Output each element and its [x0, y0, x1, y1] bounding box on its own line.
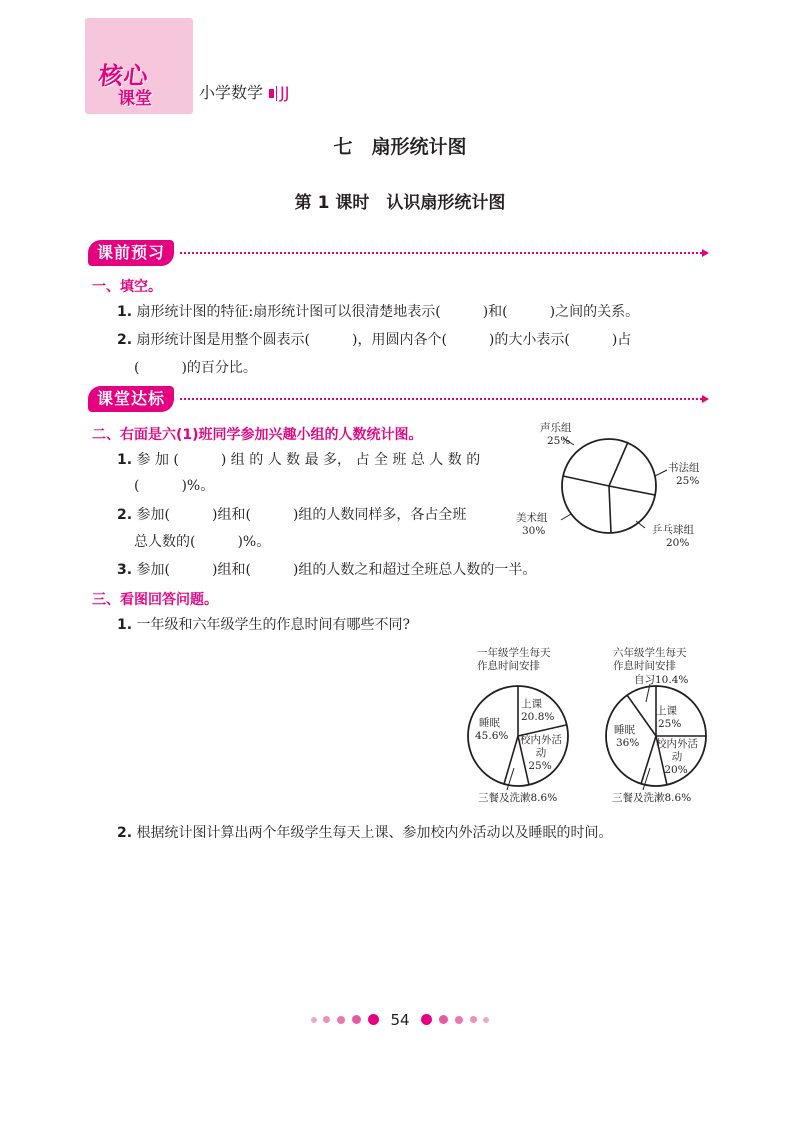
slice-name: 声乐组: [540, 422, 572, 434]
decor-dot: [421, 1014, 432, 1025]
question-number: 1.: [117, 304, 133, 320]
section-heading-interest-groups: 二、右面是六(1)班同学参加兴趣小组的人数统计图。: [92, 427, 423, 443]
question-text: 参加( )组和( )组的人数同样多，各占全班: [136, 507, 467, 523]
section-heading-read-charts: 三、看图回答问题。: [92, 592, 218, 608]
slice-name: 上课: [656, 705, 677, 717]
decor-dot: [337, 1016, 345, 1024]
slice-value: 30%: [522, 525, 546, 537]
chart-title-line: 一年级学生每天: [477, 647, 551, 659]
decor-dot: [470, 1016, 477, 1023]
question-2: [117, 331, 631, 349]
grade1-label-activities: [517, 734, 563, 773]
arrow-icon: [702, 249, 709, 257]
question-text: 扇形统计图的特征:扇形统计图可以很清楚地表示( )和( )之间的关系。: [136, 304, 640, 320]
question-number: 2.: [117, 507, 133, 523]
chart-title-line: 作息时间安排: [477, 660, 540, 672]
arrow-icon: [702, 395, 709, 403]
decor-dot: [368, 1014, 379, 1025]
question-2-continued: 总人数的( )%。: [134, 534, 271, 550]
grade1-label-class: [521, 698, 554, 724]
slice-name: 睡眠: [614, 724, 635, 736]
problem-2: [117, 824, 613, 842]
question-2: [117, 506, 466, 524]
grade6-chart-title: [613, 647, 687, 673]
banner-preview: 课前预习: [88, 240, 174, 266]
question-text: 一年级和六年级学生的作息时间有哪些不同?: [136, 617, 411, 633]
brand-logo: [85, 18, 193, 114]
slice-value: 25%: [676, 475, 700, 487]
slice-name: 校内外活动: [520, 734, 562, 759]
question-number: 2.: [117, 825, 133, 841]
grade1-label-meals: [478, 792, 557, 805]
grade6-label-meals: [612, 792, 691, 805]
question-1-continued: ( )%。: [134, 478, 215, 494]
question-1: [117, 303, 639, 321]
slice-value: 8.6%: [530, 792, 558, 804]
question-number: 3.: [117, 562, 133, 578]
question-text: 扇形统计图是用整个圆表示( )，用圆内各个( )的大小表示( )占: [136, 332, 632, 348]
banner-dotted-rule: [180, 252, 702, 254]
lesson-title: 第 1 课时 认识扇形统计图: [294, 193, 506, 213]
slice-divider: [609, 486, 655, 495]
slice-name: 睡眠: [479, 717, 500, 729]
slice-name: 乒乓球组: [652, 524, 694, 536]
decor-dot: [483, 1017, 489, 1023]
grade6-label-sleep: [614, 724, 639, 750]
slice-value: 20%: [664, 764, 688, 776]
decor-dot: [455, 1016, 463, 1024]
section-heading-fill: 一、填空。: [92, 279, 162, 295]
leader-line: [655, 470, 667, 476]
problem-1: [117, 616, 410, 634]
slice-name: 校内外活动: [656, 738, 698, 763]
edition-name: JJ: [280, 83, 290, 102]
slice-value: 25%: [547, 435, 571, 447]
page-footer: [0, 1010, 800, 1029]
subject-name: 小学数学: [199, 83, 264, 102]
decor-dot: [311, 1017, 317, 1023]
subject-divider: [269, 89, 274, 98]
grade1-label-sleep: [475, 717, 508, 743]
slice-value: 25%: [658, 718, 682, 730]
question-text: 参 加 ( ) 组 的 人 数 最 多， 占 全 班 总 人 数 的: [136, 452, 481, 468]
slice-value: 20%: [666, 537, 690, 549]
slice-value: 8.6%: [664, 792, 692, 804]
slice-name: 书法组: [668, 462, 700, 474]
question-3: [117, 561, 536, 579]
slice-name: 三餐及洗漱: [612, 792, 665, 804]
banner-class-practice: 课堂达标: [88, 386, 174, 412]
question-1: [117, 451, 480, 469]
decor-dot: [439, 1015, 448, 1024]
slice-divider: [563, 476, 609, 486]
grade6-label-class: [656, 705, 681, 731]
slice-divider: [609, 442, 628, 486]
slice-name: 三餐及洗漱: [478, 792, 531, 804]
slice-value: 25%: [528, 760, 552, 772]
question-number: 2.: [117, 332, 133, 348]
pie-label-table-tennis: [652, 524, 694, 550]
page-number: 54: [390, 1010, 410, 1029]
chapter-title: 七 扇形统计图: [333, 136, 467, 158]
decor-dot: [352, 1015, 361, 1024]
logo-text-core: 核心: [97, 62, 151, 90]
subject-header: [199, 80, 289, 103]
chart-title-line: 六年级学生每天: [613, 647, 687, 659]
pie-label-vocal: [540, 422, 572, 448]
slice-value: 45.6%: [475, 730, 509, 742]
slice-value: 20.8%: [521, 711, 555, 723]
slice-value: 10.4%: [655, 674, 689, 686]
question-number: 1.: [117, 452, 133, 468]
slice-value: 36%: [616, 737, 640, 749]
logo-text-classroom: 课堂: [118, 89, 152, 109]
slice-name: 上课: [521, 698, 542, 710]
subject-divider-line: [276, 86, 277, 101]
chart-title-line: 作息时间安排: [613, 660, 676, 672]
question-text: 根据统计图计算出两个年级学生每天上课、参加校内外活动以及睡眠的时间。: [136, 825, 613, 841]
decor-dot: [323, 1016, 330, 1023]
grade1-chart-title: [477, 647, 551, 673]
slice-divider: [609, 486, 611, 533]
slice-name: 自习: [634, 674, 655, 686]
pie-label-art: [516, 512, 548, 538]
question-text: 参加( )组和( )组的人数之和超过全班总人数的一半。: [136, 562, 537, 578]
grade6-label-activities: [653, 738, 699, 777]
question-2-continued: ( )的百分比。: [134, 360, 257, 376]
pie-label-calligraphy: [668, 462, 700, 488]
banner-dotted-rule: [180, 398, 702, 400]
question-number: 1.: [117, 617, 133, 633]
leader-line: [561, 514, 571, 520]
slice-name: 美术组: [516, 512, 548, 524]
